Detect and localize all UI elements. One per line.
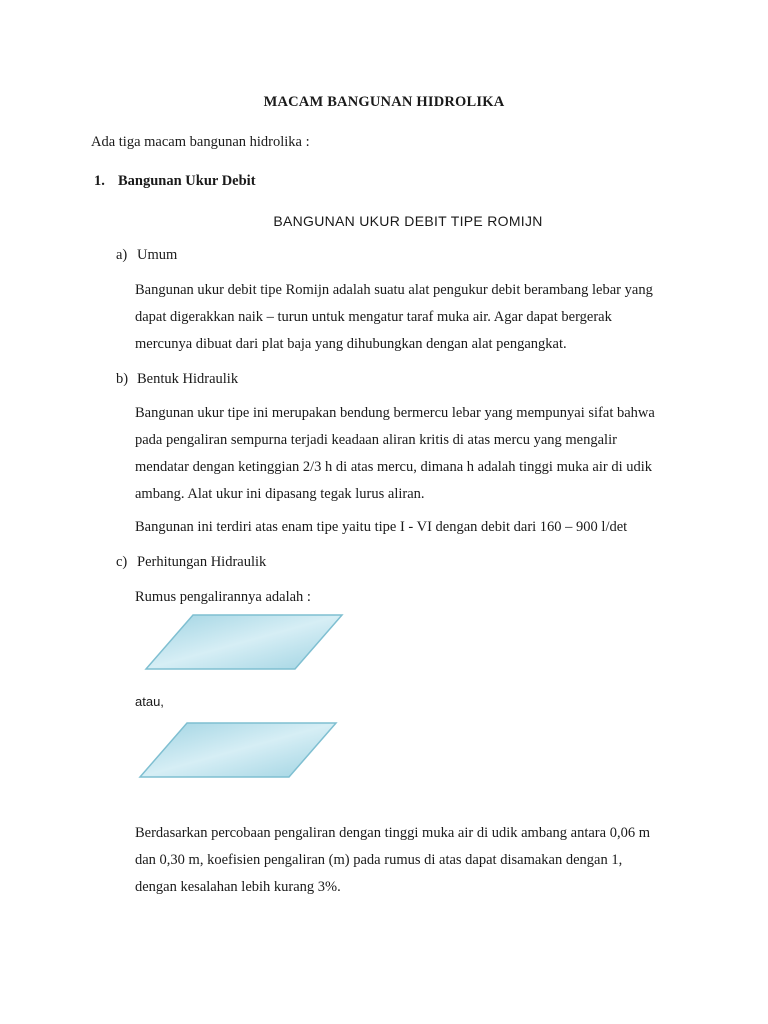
paragraph-line: dengan kesalahan lebih kurang 3%. xyxy=(135,879,341,895)
formula-intro: Rumus pengalirannya adalah : xyxy=(135,589,311,605)
item-c-heading: Perhitungan Hidraulik xyxy=(137,554,267,570)
intro-text: Ada tiga macam bangunan hidrolika : xyxy=(91,134,310,150)
subtitle: BANGUNAN UKUR DEBIT TIPE ROMIJN xyxy=(273,213,543,229)
formula-image-placeholder-2 xyxy=(137,721,339,779)
paragraph-line: mercunya dibuat dari plat baja yang dihubungkan dengan alat pengangkat. xyxy=(135,336,567,352)
paragraph-line: dan 0,30 m, koefisien pengaliran (m) pada rumus di atas dapat disamakan dengan 1, xyxy=(135,852,623,868)
paragraph-line: pada pengaliran sempurna terjadi keadaan aliran kritis di atas mercu yang mengalir xyxy=(135,432,617,448)
item-a-paragraph xyxy=(135,277,677,358)
item-b-extra: Bangunan ini terdiri atas enam tipe yaitu tipe I - VI dengan debit dari 160 – 900 l/det xyxy=(135,519,628,535)
item-b-heading: Bentuk Hidraulik xyxy=(137,371,239,387)
item-c-label: c) xyxy=(116,554,128,570)
item-b-label: b) xyxy=(116,371,129,387)
item-a-label: a) xyxy=(116,247,128,263)
paragraph-line: Berdasarkan percobaan pengaliran dengan tinggi muka air di udik ambang antara 0,06 m xyxy=(135,825,650,841)
item-b-paragraph xyxy=(135,400,677,508)
paragraph-line: ambang. Alat ukur ini dipasang tegak lurus aliran. xyxy=(135,486,425,502)
section-number: 1. xyxy=(94,173,105,189)
item-c-paragraph xyxy=(135,820,677,901)
page-title: MACAM BANGUNAN HIDROLIKA xyxy=(263,94,505,110)
paragraph-line: mendatar dengan ketinggian 2/3 h di atas mercu, dimana h adalah tinggi muka air di udik xyxy=(135,459,653,475)
section-heading: Bangunan Ukur Debit xyxy=(118,173,256,189)
paragraph-line: dapat digerakkan naik – turun untuk mengatur taraf muka air. Agar dapat bergerak xyxy=(135,309,612,325)
paragraph-line: Bangunan ukur tipe ini merupakan bendung bermercu lebar yang mempunyai sifat bahwa xyxy=(135,405,655,421)
formula-image-placeholder-1 xyxy=(143,613,345,671)
or-text: atau, xyxy=(135,694,164,709)
paragraph-line: Bangunan ukur debit tipe Romijn adalah suatu alat pengukur debit berambang lebar yang xyxy=(135,282,653,298)
item-a-heading: Umum xyxy=(137,247,178,263)
